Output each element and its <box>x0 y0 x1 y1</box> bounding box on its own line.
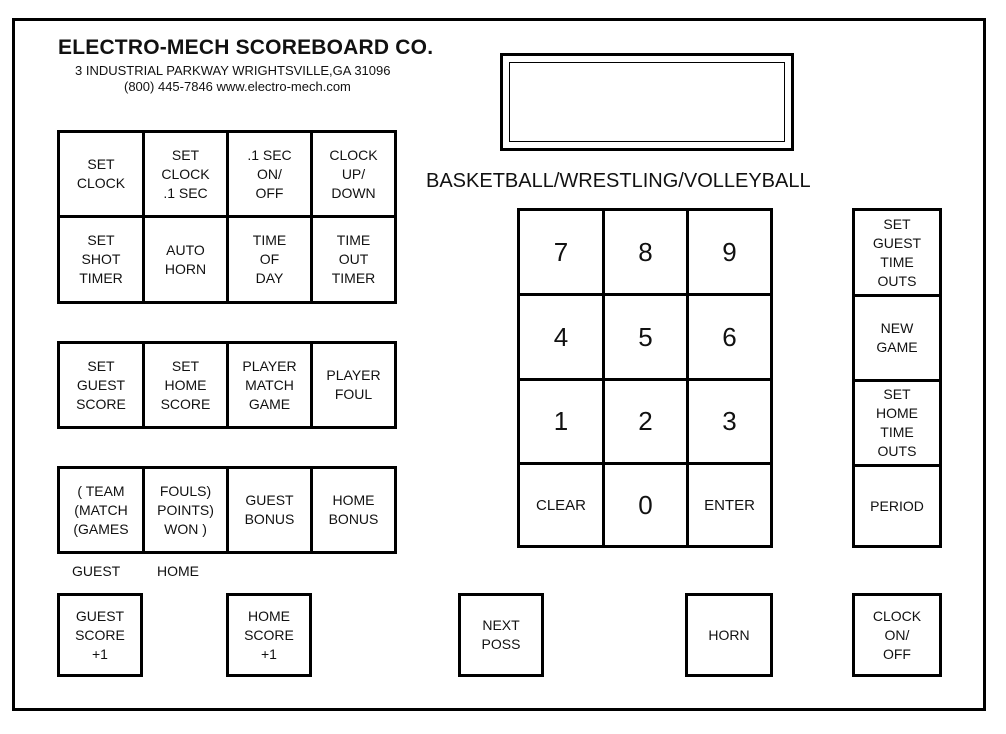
key-1[interactable]: 1 <box>520 381 602 462</box>
tenth-sec-on-off-key[interactable]: .1 SEC ON/ OFF <box>229 133 310 215</box>
numeric-keypad <box>517 208 773 548</box>
player-match-game-key[interactable]: PLAYER MATCH GAME <box>229 344 310 426</box>
team-match-games-key[interactable]: ( TEAM (MATCH (GAMES <box>60 469 142 551</box>
company-name: ELECTRO-MECH SCOREBOARD CO. <box>58 36 434 59</box>
key-0[interactable]: 0 <box>605 465 686 545</box>
team-key-group <box>57 466 397 554</box>
set-shot-timer-key[interactable]: SET SHOT TIMER <box>60 218 142 301</box>
clock-on-off-key[interactable]: CLOCK ON/ OFF <box>852 593 942 677</box>
key-4[interactable]: 4 <box>520 296 602 378</box>
player-foul-key[interactable]: PLAYER FOUL <box>313 344 394 426</box>
set-guest-time-outs-key[interactable]: SET GUEST TIME OUTS <box>855 211 939 294</box>
period-key[interactable]: PERIOD <box>855 467 939 545</box>
set-home-time-outs-key[interactable]: SET HOME TIME OUTS <box>855 382 939 464</box>
next-possession-key[interactable]: NEXT POSS <box>458 593 544 677</box>
home-column-label: HOME <box>157 563 199 579</box>
side-key-column <box>852 208 942 548</box>
company-contact: (800) 445-7846 www.electro-mech.com <box>124 79 351 94</box>
key-7[interactable]: 7 <box>520 211 602 293</box>
clear-key[interactable]: CLEAR <box>520 465 602 545</box>
lcd-display-screen <box>509 62 785 142</box>
key-9[interactable]: 9 <box>689 211 770 293</box>
key-6[interactable]: 6 <box>689 296 770 378</box>
home-score-plus-one-key[interactable]: HOME SCORE +1 <box>226 593 312 677</box>
key-2[interactable]: 2 <box>605 381 686 462</box>
auto-horn-key[interactable]: AUTO HORN <box>145 218 226 301</box>
set-guest-score-key[interactable]: SET GUEST SCORE <box>60 344 142 426</box>
clock-up-down-key[interactable]: CLOCK UP/ DOWN <box>313 133 394 215</box>
time-out-timer-key[interactable]: TIME OUT TIMER <box>313 218 394 301</box>
score-key-group <box>57 341 397 429</box>
new-game-key[interactable]: NEW GAME <box>855 297 939 379</box>
guest-score-plus-one-key[interactable]: GUEST SCORE +1 <box>57 593 143 677</box>
sport-mode-label: BASKETBALL/WRESTLING/VOLLEYBALL <box>426 170 811 192</box>
time-of-day-key[interactable]: TIME OF DAY <box>229 218 310 301</box>
home-bonus-key[interactable]: HOME BONUS <box>313 469 394 551</box>
key-5[interactable]: 5 <box>605 296 686 378</box>
horn-key[interactable]: HORN <box>685 593 773 677</box>
fouls-points-won-key[interactable]: FOULS) POINTS) WON ) <box>145 469 226 551</box>
guest-bonus-key[interactable]: GUEST BONUS <box>229 469 310 551</box>
set-clock-key[interactable]: SET CLOCK <box>60 133 142 215</box>
company-address: 3 INDUSTRIAL PARKWAY WRIGHTSVILLE,GA 31096 <box>75 63 391 78</box>
guest-column-label: GUEST <box>72 563 121 579</box>
clock-key-group <box>57 130 397 304</box>
enter-key[interactable]: ENTER <box>689 465 770 545</box>
set-clock-tenth-key[interactable]: SET CLOCK .1 SEC <box>145 133 226 215</box>
set-home-score-key[interactable]: SET HOME SCORE <box>145 344 226 426</box>
key-8[interactable]: 8 <box>605 211 686 293</box>
key-3[interactable]: 3 <box>689 381 770 462</box>
lcd-display <box>500 53 794 151</box>
